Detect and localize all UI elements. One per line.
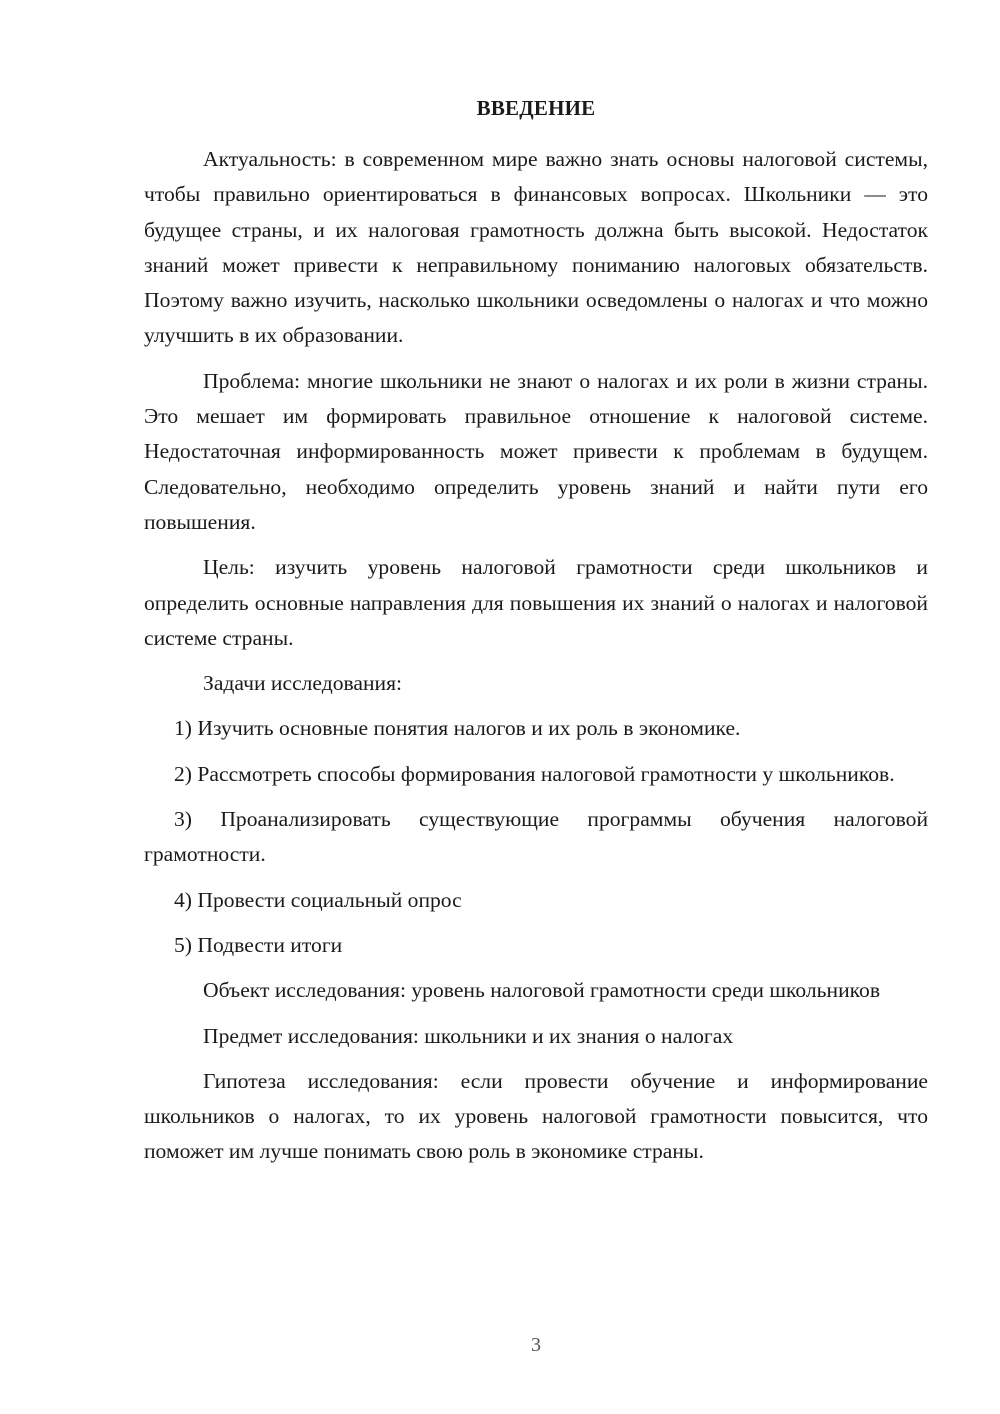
paragraph-relevance: Актуальность: в современном мире важно знать основы налоговой системы, чтобы правильно ориентироваться в финансовых вопросах. Школьники — это будущее страны, и их налоговая грамотность должна быть высокой. Недостаток знаний может привести к неправильному пониманию налоговых обязательств. Поэтому важно изучить, насколько школьники осведомлены о налогах и что можно улучшить в их образовании. (144, 147, 928, 348)
task-item-3: 3) Проанализировать существующие программы обучения налоговой грамотности. (144, 807, 928, 867)
task-item-1: 1) Изучить основные понятия налогов и их роль в экономике. (174, 716, 741, 741)
task-item-2: 2) Рассмотреть способы формирования налоговой грамотности у школьников. (174, 761, 895, 786)
paragraph-subject: Предмет исследования: школьники и их знания о налогах (203, 1023, 734, 1048)
task-item-4: 4) Провести социальный опрос (174, 887, 462, 912)
paragraph-hypothesis: Гипотеза исследования: если провести обучение и информирование школьников о налогах, то их уровень налоговой грамотности повысится, что поможет им лучше понимать свою роль в экономике страны. (144, 1068, 928, 1164)
paragraph-object: Объект исследования: уровень налоговой грамотности среди школьников (203, 978, 881, 1003)
page-number: 3 (531, 1334, 541, 1356)
paragraph-problem: Проблема: многие школьники не знают о налогах и их роли в жизни страны. Это мешает им формировать правильное отношение к налоговой системе. Недостаточная информированность может привести к проблемам в будущем. Следовательно, необходимо определить уровень знаний и найти пути его повышения. (144, 368, 928, 534)
document-body (144, 142, 928, 1180)
document-page (144, 0, 928, 1414)
task-item-5: 5) Подвести итоги (174, 932, 343, 957)
paragraph-goal: Цель: изучить уровень налоговой грамотности среди школьников и определить основные направления для повышения их знаний о налогах и налоговой системе страны. (144, 555, 928, 650)
page-title: ВВЕДЕНИЕ (476, 96, 596, 120)
paragraph-tasks-heading: Задачи исследования: (203, 671, 403, 696)
